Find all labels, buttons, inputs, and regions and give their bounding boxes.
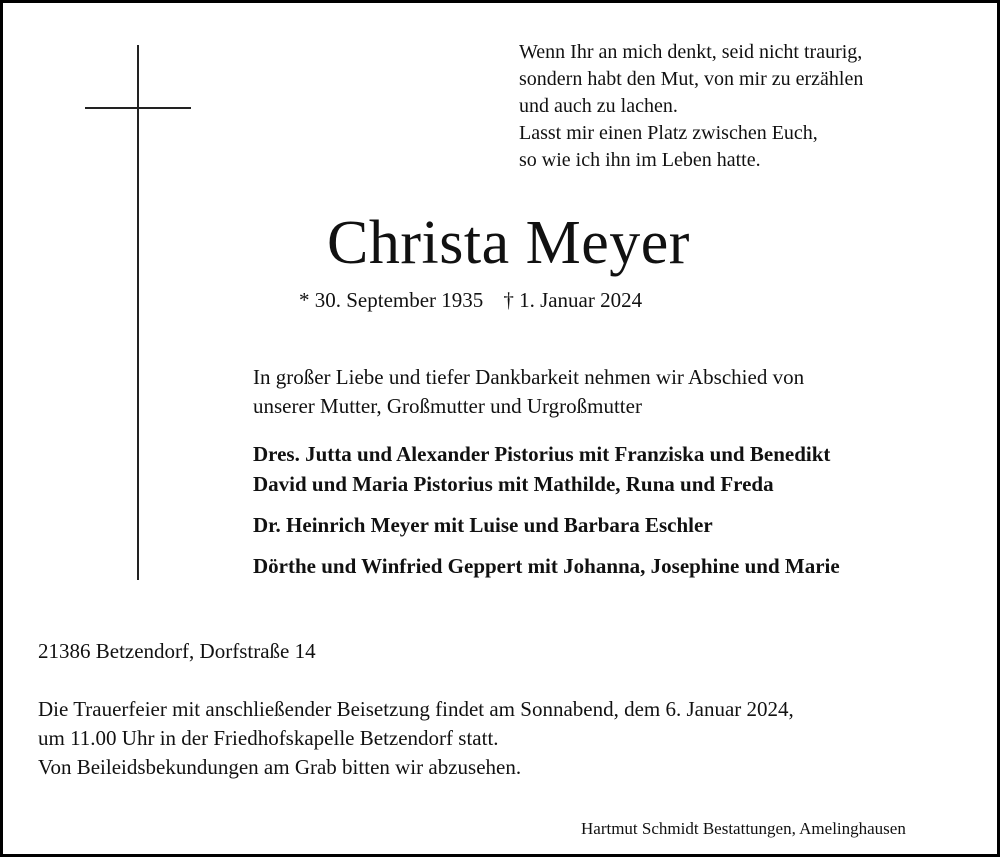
life-dates — [299, 286, 642, 314]
service-line: Von Beileidsbekundungen am Grab bitten wir abzusehen. — [38, 755, 522, 779]
poem-line: Wenn Ihr an mich denkt, seid nicht traurig, — [519, 41, 863, 63]
farewell-line: In großer Liebe und tiefer Dankbarkeit nehmen wir Abschied von — [253, 365, 805, 389]
farewell-line: unserer Mutter, Großmutter und Urgroßmutter — [253, 394, 642, 418]
deceased-name: Christa Meyer — [327, 209, 690, 277]
poem — [519, 39, 989, 174]
undertaker-credit: Hartmut Schmidt Bestattungen, Amelinghausen — [581, 819, 906, 838]
service-line: um 11.00 Uhr in der Friedhofskapelle Betzendorf statt. — [38, 726, 499, 750]
cross-vertical-bar — [137, 45, 139, 580]
poem-line: so wie ich ihn im Leben hatte. — [519, 149, 761, 171]
mourner-entry: Dres. Jutta und Alexander Pistorius mit Franziska und Benedikt — [253, 442, 831, 466]
family-address: 21386 Betzendorf, Dorfstraße 14 — [38, 639, 316, 663]
farewell-text — [253, 363, 973, 421]
cross-horizontal-bar — [85, 107, 191, 109]
poem-line: Lasst mir einen Platz zwischen Euch, — [519, 122, 818, 144]
mourner-entry: David und Maria Pistorius mit Mathilde, Runa und Freda — [253, 472, 774, 496]
poem-line: sondern habt den Mut, von mir zu erzählen — [519, 68, 864, 90]
poem-line: und auch zu lachen. — [519, 95, 678, 117]
death-date: † 1. Januar 2024 — [503, 288, 643, 312]
mourner-entry: Dörthe und Winfried Geppert mit Johanna, Josephine und Marie — [253, 554, 840, 578]
mourners-list — [253, 439, 993, 581]
service-line: Die Trauerfeier mit anschließender Beisetzung findet am Sonnabend, dem 6. Januar 2024, — [38, 697, 794, 721]
funeral-service-info — [38, 695, 978, 782]
mourner-entry: Dr. Heinrich Meyer mit Luise und Barbara Eschler — [253, 513, 713, 537]
birth-date: * 30. September 1935 — [299, 288, 484, 312]
